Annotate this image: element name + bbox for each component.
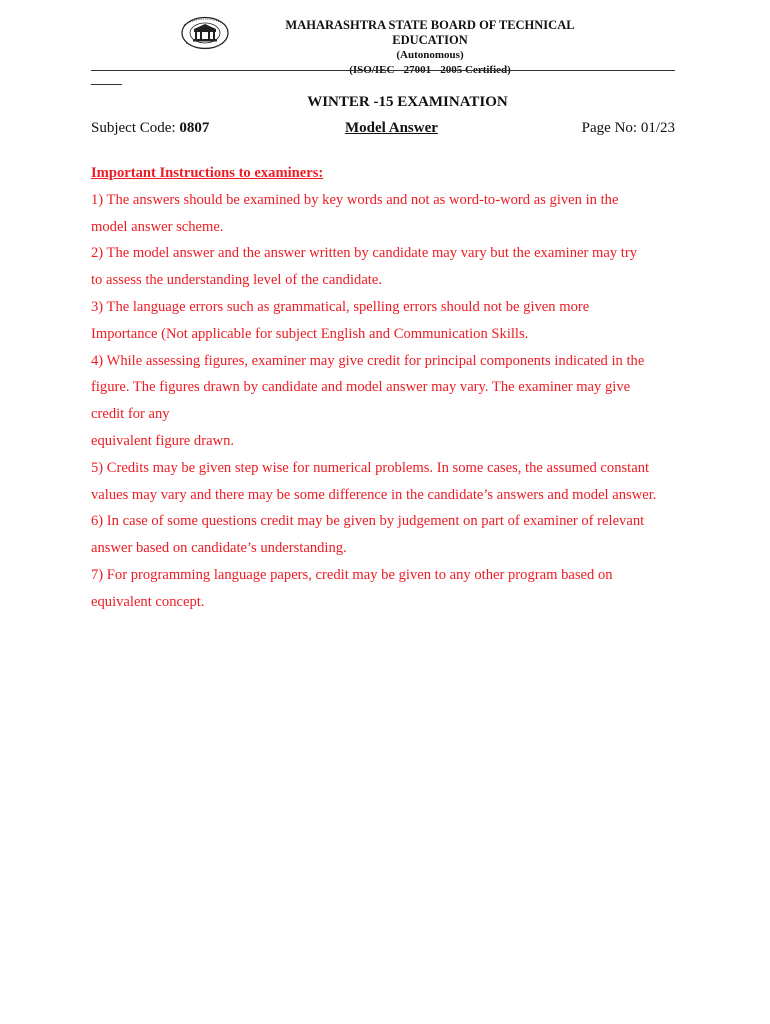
- subject-code-value: 0807: [179, 120, 210, 136]
- instruction-line: 1) The answers should be examined by key words and not as word-to-word as given in the: [91, 191, 619, 208]
- exam-title: WINTER -15 EXAMINATION: [307, 94, 508, 110]
- examiner-instructions: [91, 160, 691, 616]
- instruction-line: answer based on candidate’s understanding.: [91, 540, 347, 557]
- page-number: Page No: 01/23: [581, 120, 675, 136]
- instruction-line: 5) Credits may be given step wise for numerical problems. In some cases, the assumed constant: [91, 459, 650, 476]
- instruction-line: Importance (Not applicable for subject English and Communication Skills.: [91, 325, 529, 342]
- instructions-heading: Important Instructions to examiners:: [91, 165, 324, 181]
- instruction-line: figure. The figures drawn by candidate and model answer may vary. The examiner may give: [91, 379, 631, 396]
- header-divider: [91, 70, 675, 71]
- model-answer-label: Model Answer: [345, 120, 438, 136]
- instruction-line: 3) The language errors such as grammatical, spelling errors should not be given more: [91, 298, 590, 315]
- certification-label: (ISO/IEC - 27001 - 2005 Certified): [349, 64, 511, 76]
- instruction-lines: [91, 187, 691, 616]
- subject-code: [91, 120, 209, 137]
- letterhead: [250, 18, 610, 78]
- instruction-line: to assess the understanding level of the candidate.: [91, 272, 382, 289]
- instruction-line: 6) In case of some questions credit may be given by judgement on part of examiner of relevant: [91, 513, 645, 530]
- instruction-line: 7) For programming language papers, credit may be given to any other program based on: [91, 566, 613, 583]
- org-name: MAHARASHTRA STATE BOARD OF TECHNICAL EDUCATION: [285, 18, 575, 47]
- autonomous-label: (Autonomous): [396, 49, 464, 61]
- instruction-line: model answer scheme.: [91, 218, 224, 235]
- instruction-line: equivalent figure drawn.: [91, 432, 235, 449]
- instruction-line: 2) The model answer and the answer written by candidate may vary but the examiner may try: [91, 245, 637, 262]
- instruction-line: values may vary and there may be some difference in the candidate’s answers and model answer.: [91, 486, 657, 503]
- short-divider: [91, 84, 122, 85]
- instruction-line: credit for any: [91, 406, 170, 423]
- subject-code-label: Subject Code:: [91, 120, 180, 136]
- instruction-line: equivalent concept.: [91, 593, 205, 610]
- msbte-logo: [180, 16, 230, 50]
- exam-meta-row: [91, 120, 675, 140]
- instruction-line: 4) While assessing figures, examiner may give credit for principal components indicated in the: [91, 352, 645, 369]
